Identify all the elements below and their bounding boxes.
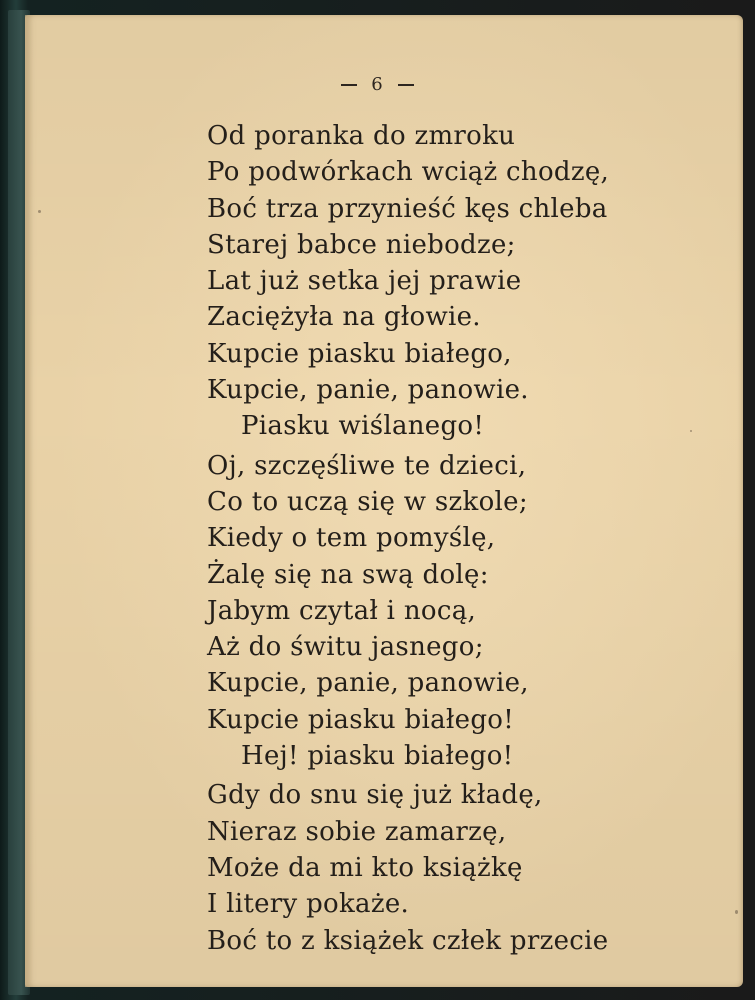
poem-refrain-line: Hej! piasku białego! [241, 741, 514, 772]
poem-line: Kupcie piasku białego, [207, 338, 512, 369]
poem-refrain-line: Piasku wiślanego! [241, 411, 485, 442]
poem-line: Lat już setka jej prawie [207, 266, 522, 297]
header-dash-right [398, 84, 414, 86]
poem-line: Aż do świtu jasnego; [207, 632, 484, 663]
poem-line: Zaciężyła na głowie. [207, 302, 481, 333]
paper-speck [735, 910, 738, 914]
poem-line: Kupcie, panie, panowie, [207, 668, 529, 699]
paper-speck [38, 210, 41, 213]
poem-line: Nieraz sobie zamarzę, [207, 816, 507, 847]
poem-line: Boć to z książek człek przecie [207, 925, 609, 956]
poem-line: Boć trza przynieść kęs chleba [207, 193, 608, 224]
poem-line: Kupcie, panie, panowie. [207, 375, 529, 406]
page-header [0, 74, 755, 95]
poem-line: Żalę się na swą dolę: [207, 559, 489, 590]
poem-line: Kupcie piasku białego! [207, 704, 514, 735]
header-dash-left [341, 84, 357, 86]
poem-line: Starej babce niebodze; [207, 229, 516, 260]
poem-line: I litery pokaże. [207, 889, 410, 920]
poem-line: Gdy do snu się już kładę, [207, 780, 543, 811]
page-gutter-shadow [25, 15, 33, 987]
poem-line: Od poranka do zmroku [207, 121, 516, 151]
poem-line: Kiedy o tem pomyślę, [207, 523, 496, 554]
poem-line: Oj, szczęśliwe te dzieci, [207, 450, 527, 481]
paper-speck [690, 430, 692, 432]
poem-line: Może da mi kto książkę [207, 852, 523, 883]
poem-line: Jabym czytał i nocą, [207, 595, 477, 626]
poem-line: Co to uczą się w szkole; [207, 486, 528, 517]
page-number: 6 [371, 74, 384, 95]
poem-line: Po podwórkach wciąż chodzę, [207, 157, 610, 188]
poem-text [207, 118, 727, 959]
